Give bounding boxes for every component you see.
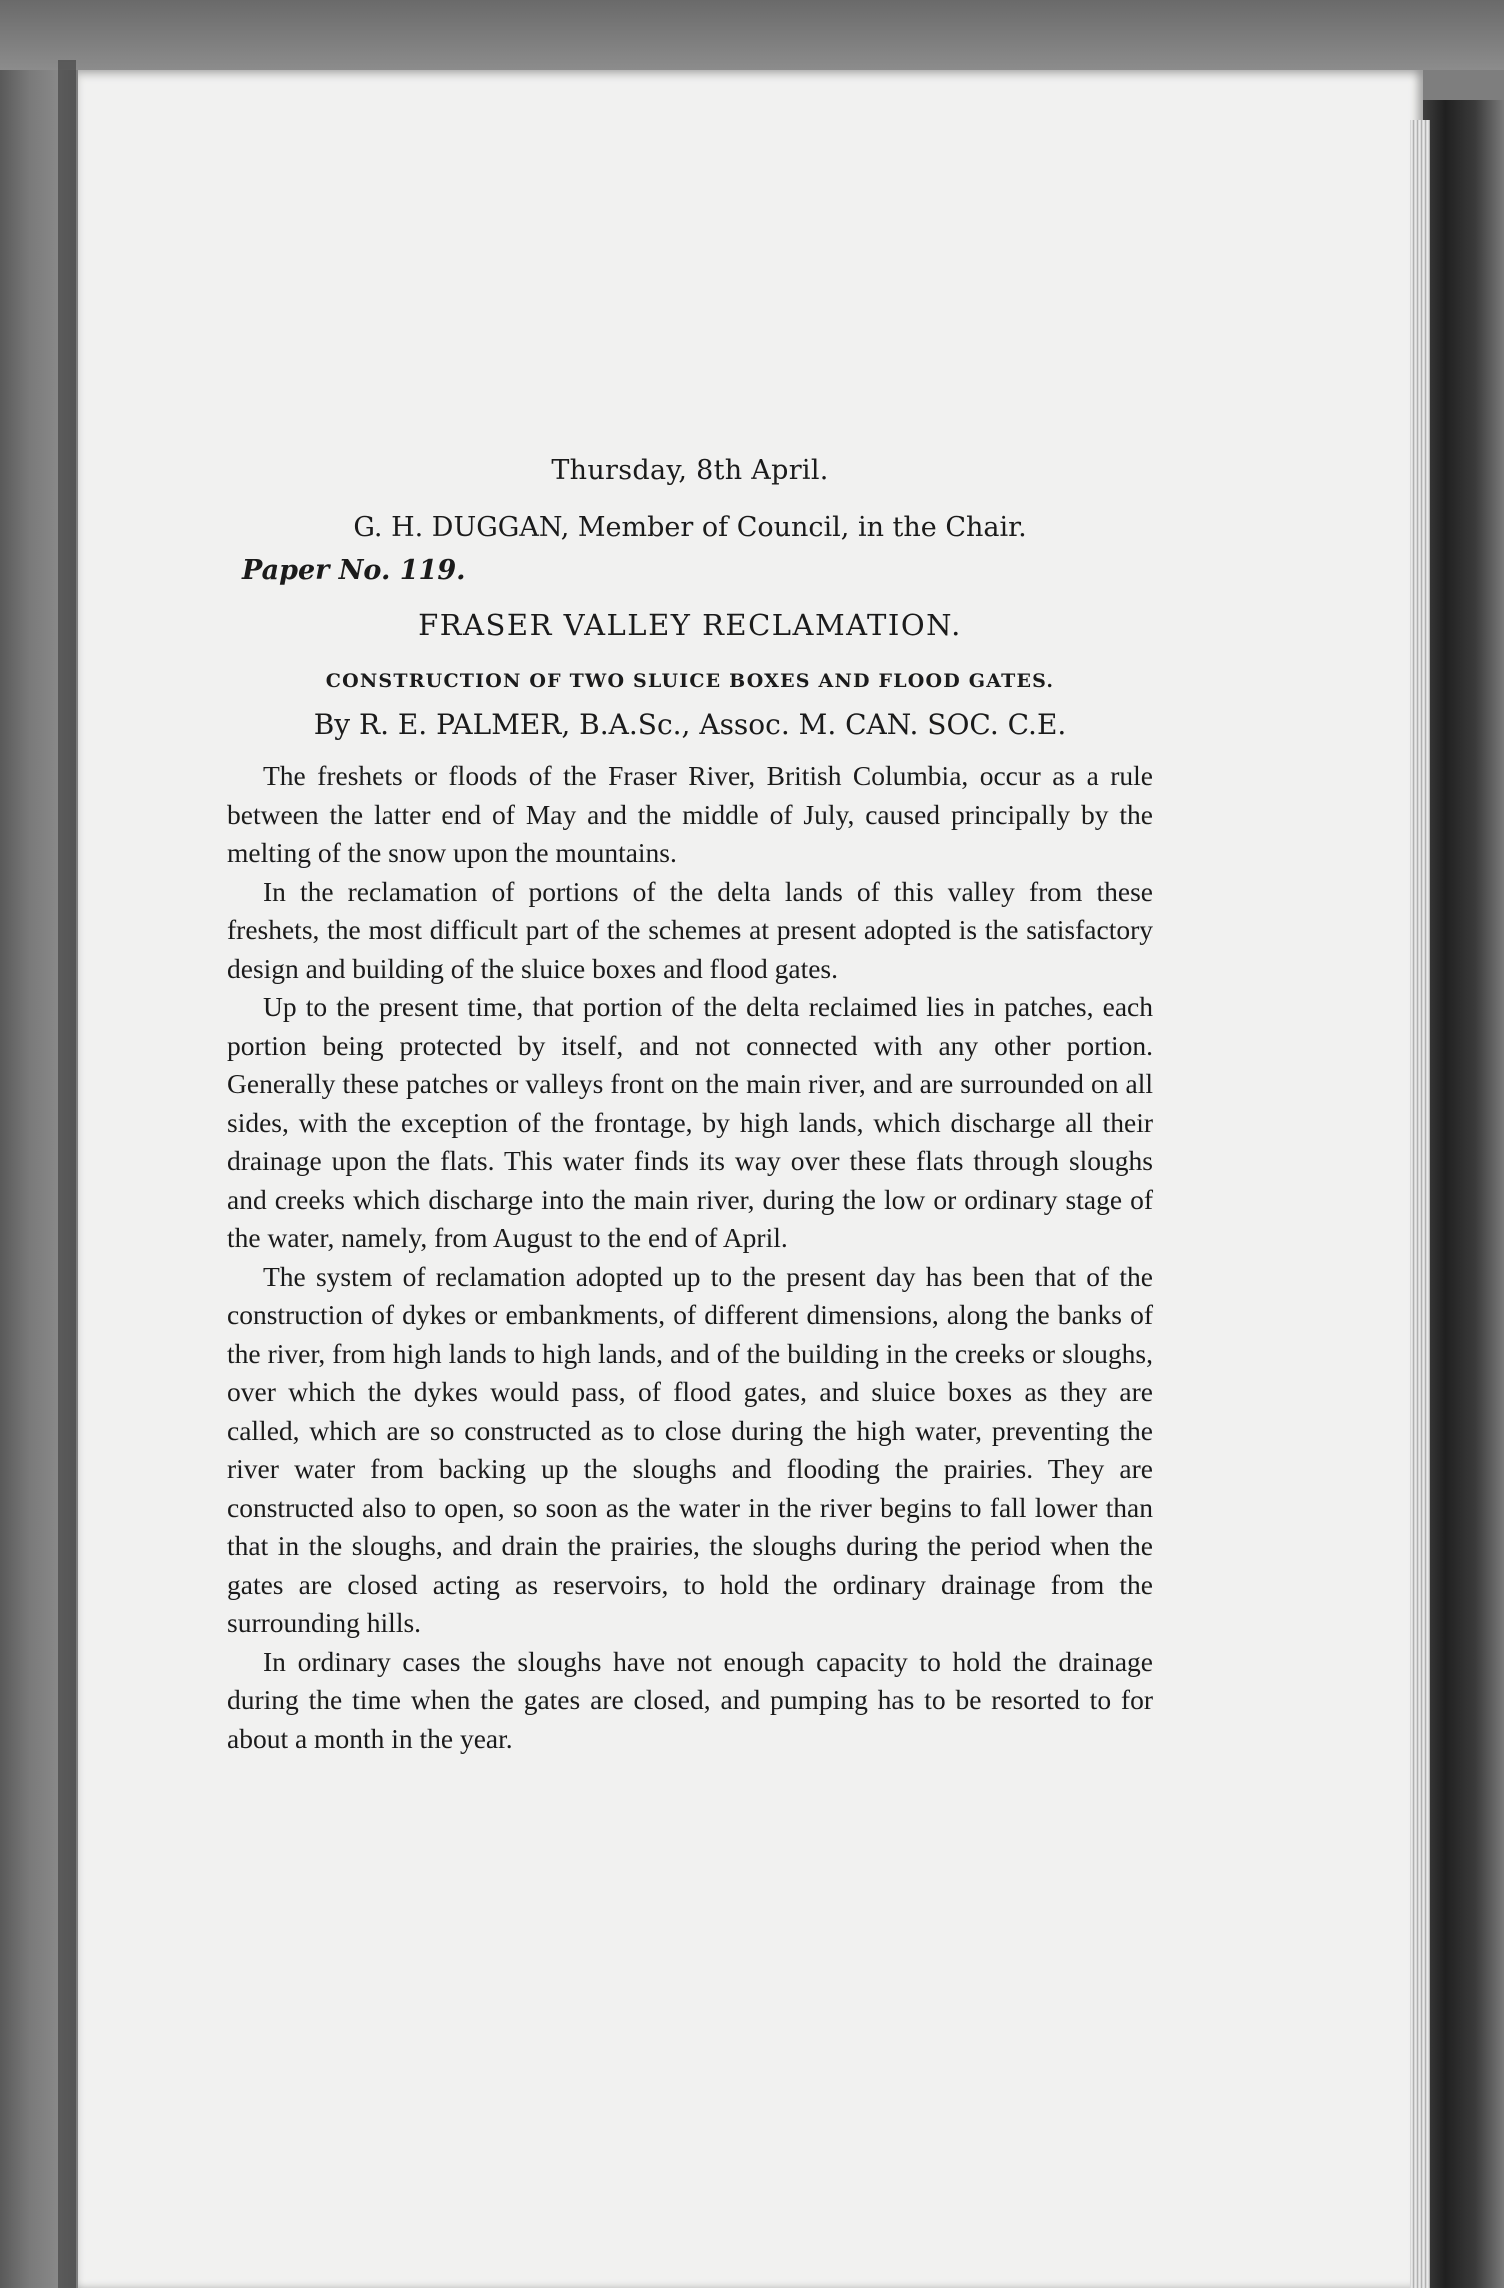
chair-line: G. H. DUGGAN, Member of Council, in the Chair. xyxy=(353,512,1027,543)
paper-title: FRASER VALLEY RECLAMATION. xyxy=(418,608,962,642)
body-paragraph: The system of reclamation adopted up to the present day has been that of the construction of dykes or embankments, of different dimensions, along the banks of the river, from high lands to high lands, and of the building in the creeks or sloughs, over which the dykes would pass, of flood gates, and sluice boxes as they are called, which are so constructed as to close during the high water, preventing the river water from backing up the sloughs and flooding the prairies. They are constructed also to open, so soon as the water in the river begins to fall lower than that in the sloughs, and drain the prairies, the sloughs during the period when the gates are closed acting as reservoirs, to hold the ordinary drainage from the surrounding hills. xyxy=(227,1260,1153,1638)
binding-edge xyxy=(58,60,76,2288)
author-byline: By R. E. PALMER, B.A.Sc., Assoc. M. CAN. SOC. C.E. xyxy=(313,708,1067,741)
scan-top-margin xyxy=(0,0,1504,70)
body-paragraph: Up to the present time, that portion of the delta reclaimed lies in patches, each portion being protected by itself, and not connected with any other portion. Generally these patches or valleys front on the main river, and are surrounded on all sides, with the exception of the frontage, by high lands, which discharge all their drainage upon the flats. This water finds its way over these flats through sloughs and creeks which discharge into the main river, during the low or ordinary stage of the water, namely, from August to the end of April. xyxy=(227,991,1153,1253)
body-paragraph: The freshets or floods of the Fraser River, British Columbia, occur as a rule between the latter end of May and the middle of July, caused principally by the melting of the snow upon the mountains. xyxy=(227,760,1153,868)
paper-number: Paper No. 119. xyxy=(242,555,466,586)
paper-subtitle: CONSTRUCTION OF TWO SLUICE BOXES AND FLOOD GATES. xyxy=(325,670,1055,692)
body-paragraph: In ordinary cases the sloughs have not enough capacity to hold the drainage during the time when the gates are closed, and pumping has to be resorted to for about a month in the year. xyxy=(227,1645,1153,1754)
page-content xyxy=(227,455,1153,1758)
page-stack-edge xyxy=(1410,120,1430,2288)
body-paragraph: In the reclamation of portions of the delta lands of this valley from these freshets, the most difficult part of the schemes at present adopted is the satisfactory design and building of the sluice boxes and flood gates. xyxy=(227,875,1153,984)
meeting-date: Thursday, 8th April. xyxy=(551,455,829,486)
